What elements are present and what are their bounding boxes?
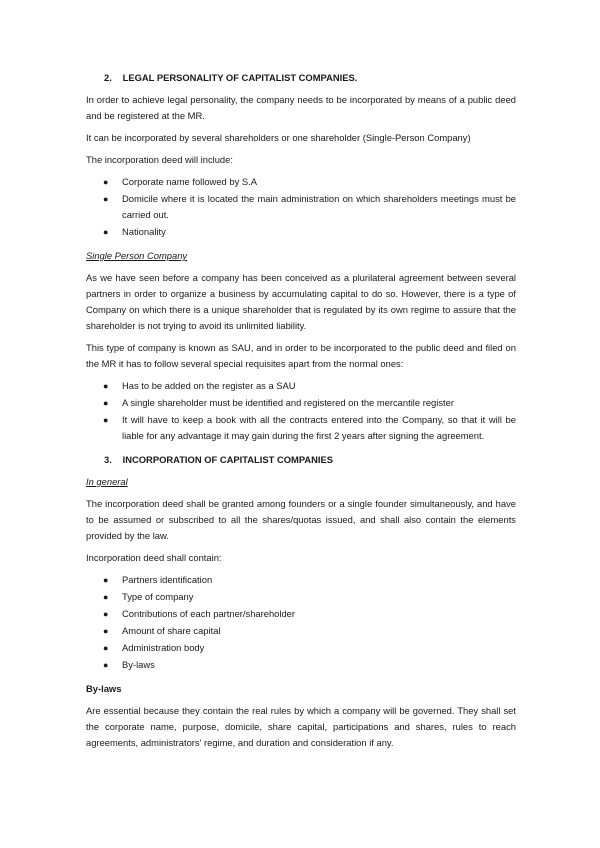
paragraph: As we have seen before a company has been conceived as a plurilateral agreement between several partners in order to organize a business by accumulating capital to do so. However, there is a type of Company on which there is a unique shareholder that is regulated by its own regime to assure that the shareholder is not trying to avoid its unlimited liability.	[86, 272, 516, 331]
subheading-single-person-company: Single Person Company	[86, 250, 188, 261]
bullet-icon: ●	[103, 177, 109, 187]
bullet-icon: ●	[103, 609, 109, 619]
list-item: ● Domicile where it is located the main administration on which shareholders meetings must be carried out.	[103, 193, 516, 220]
bullet-icon: ●	[103, 643, 109, 653]
paragraph: In order to achieve legal personality, the company needs to be incorporated by means of a public deed and be registered at the MR.	[86, 94, 516, 121]
bullet-icon: ●	[103, 194, 109, 204]
paragraph: The incorporation deed will include:	[86, 154, 233, 165]
bullet-icon: ●	[103, 592, 109, 602]
bullet-list	[86, 378, 516, 444]
bullet-icon: ●	[103, 626, 109, 636]
list-item: ● Amount of share capital	[86, 623, 516, 639]
subheading-in-general: In general	[86, 476, 128, 487]
bullet-icon: ●	[103, 660, 109, 670]
bullet-icon: ●	[103, 415, 109, 425]
section-3-heading	[86, 452, 516, 468]
list-item: ● Nationality	[86, 224, 516, 240]
list-item: ● Type of company	[86, 589, 516, 605]
section-2-heading	[86, 70, 516, 86]
list-item: ● By-laws	[86, 657, 516, 673]
section-3-number: 3.	[104, 454, 112, 465]
paragraph: The incorporation deed shall be granted among founders or a single founder simultaneously, and have to be assumed or subscribed to all the shares/quotas issued, and shall also contain the elements provided by the law.	[86, 498, 516, 541]
section-3-title: INCORPORATION OF CAPITALIST COMPANIES	[122, 454, 334, 465]
paragraph: Incorporation deed shall contain:	[86, 552, 222, 563]
section-2-number: 2.	[104, 72, 112, 83]
bullet-icon: ●	[103, 575, 109, 585]
bullet-icon: ●	[103, 381, 109, 391]
paragraph: Are essential because they contain the real rules by which a company will be governed. They shall set the corporate name, purpose, domicile, share capital, participations and shares, rules to reach agreements, administrators' regime, and duration and consideration if any.	[86, 705, 516, 748]
list-item: ● A single shareholder must be identified and registered on the mercantile register	[86, 395, 516, 411]
subheading-by-laws: By-laws	[86, 683, 122, 694]
page-content	[86, 70, 516, 757]
paragraph: This type of company is known as SAU, and in order to be incorporated to the public deed and filed on the MR it has to follow several special requisites apart from the normal ones:	[86, 342, 516, 369]
bullet-list	[86, 572, 516, 673]
section-2-title: LEGAL PERSONALITY OF CAPITALIST COMPANIES.	[122, 72, 358, 83]
list-item: ● Corporate name followed by S.A	[86, 174, 516, 190]
bullet-icon: ●	[103, 398, 109, 408]
list-item: ● It will have to keep a book with all the contracts entered into the Company, so that it will be liable for any advantage it may gain during the first 2 years after signing the agreement.	[103, 414, 516, 441]
list-item: ● Partners identification	[86, 572, 516, 588]
bullet-list	[86, 174, 516, 240]
list-item: ● Contributions of each partner/shareholder	[86, 606, 516, 622]
paragraph: It can be incorporated by several shareholders or one shareholder (Single-Person Company)	[86, 132, 471, 143]
bullet-icon: ●	[103, 227, 109, 237]
list-item: ● Administration body	[86, 640, 516, 656]
list-item: ● Has to be added on the register as a SAU	[86, 378, 516, 394]
